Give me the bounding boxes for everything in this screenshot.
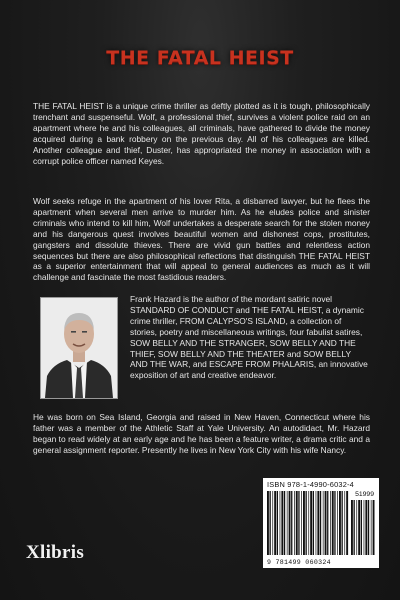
barcode-addon-bars	[351, 500, 375, 555]
author-portrait-image	[41, 298, 117, 398]
isbn-label: ISBN 978-1-4990-6032-4	[267, 480, 354, 489]
book-title: THE FATAL HEIST	[106, 47, 294, 69]
publisher-logo: Xlibris	[26, 542, 85, 563]
synopsis-paragraph-2: Wolf seeks refuge in the apartment of his lover Rita, a disbarred lawyer, but he flees the apartment when several men arrive to murder him. As he eludes police and sinister criminals who intend to kill him, Wolf undertakes a desperate search for the stolen money and his dangerous quest involves beautiful women and dishonest cops, prostitutes, gangsters and dissolute thieves. There are vivid gun battles and relentless action sequences but there are also philosophical reflections that distinguish THE FATAL HEIST as a superior entertainment that will appeal to general audiences as much as it will challenge and fascinate the most fastidious readers.	[33, 196, 370, 283]
isbn-barcode	[263, 478, 379, 568]
synopsis-paragraph-1: THE FATAL HEIST is a unique crime thriller as deftly plotted as it is tough, philosophically trenchant and suspenseful. Wolf, a professional thief, survives a violent police raid on an apartment where he and his colleagues, all criminals, have gathered to divide the money acquired during a bank robbery on the previous day. All of his colleagues are killed. Another colleague and thief, Duster, has appropriated the money in association with a corrupt police officer named Keyes.	[33, 101, 370, 166]
author-bio-paragraph: Frank Hazard is the author of the mordant satiric novel STANDARD OF CONDUCT and THE FATAL HEIST, a dynamic crime thriller, FROM CALYPSO'S ISLAND, a collection of stories, poetry and miscellaneous writings, four fabulist satires, SOW BELLY AND THE STRANGER, SOW BELLY AND THE THIEF, SOW BELLY AND THE THEATER and SOW BELLY AND THE WAR, and ESCAPE FROM PHALARIS, an innovative exposition of art and creative endeavor.	[130, 294, 368, 381]
barcode-bars	[267, 491, 349, 555]
author-background-paragraph: He was born on Sea Island, Georgia and raised in New Haven, Connecticut where his father was a member of the Athletic Staff at Yale University. An autodidact, Mr. Hazard began to read widely at an early age and he has been a feature writer, a drama critic and a general assignment reporter. Presently he lives in New York City with his wife Nancy.	[33, 412, 370, 455]
price-code: 51999	[355, 491, 374, 498]
barcode-digits: 9 781499 060324	[267, 559, 331, 566]
author-photo	[40, 297, 118, 399]
